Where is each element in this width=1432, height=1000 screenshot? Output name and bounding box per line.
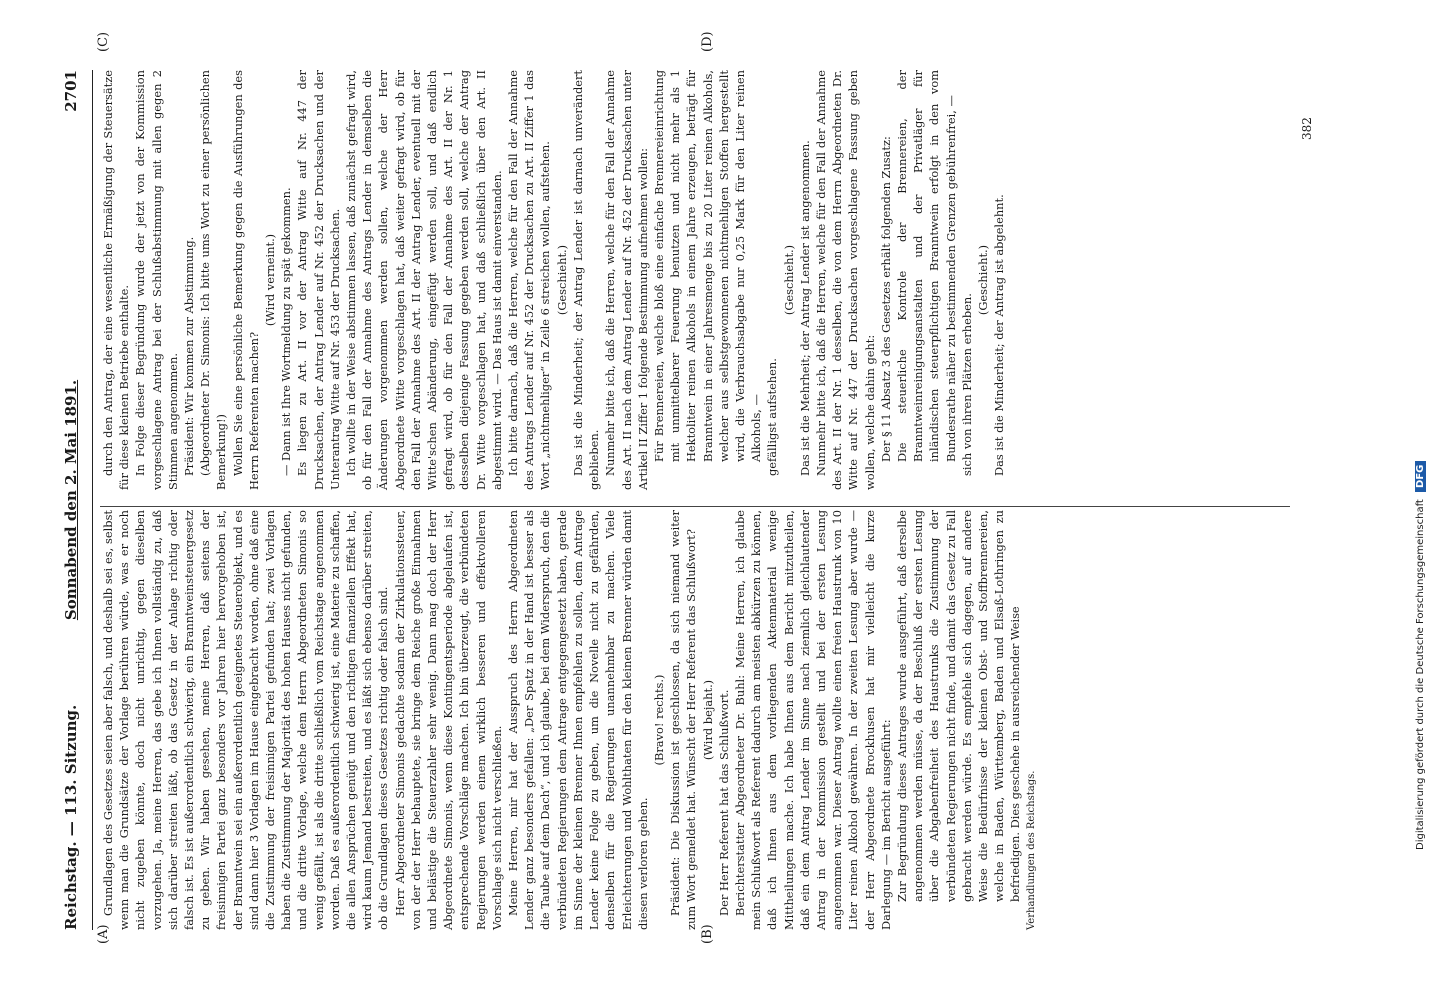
header-date: Sonnabend den 2. Mai 1891. <box>62 379 80 621</box>
paragraph: Verhandlungen des Reichstags. <box>1025 770 1037 930</box>
paragraph: Für Brennereien, welche bloß eine einfache Brennereieinrichtung mit unmittelbarer Feuerung benutzen und nicht mehr als 1 Hektoliter reinen Alkohols in einem Jahre erzeugen, beträgt für Branntwein in einer Jahresmenge bis zu 20 Liter reinen Alkohols, welcher aus selbstgewonnenen nichtmehligen Stoffen hergestellt wird, die Verbrauchsabgabe nur 0,25 Mark für den Liter reinen Alkohols, — <box>651 70 764 462</box>
paragraph: Der § 11 Absatz 3 des Gesetzes erhält folgenden Zusatz: <box>878 136 893 462</box>
paragraph: (Geschieht.) <box>781 244 796 316</box>
footer-text: Digitalisierung gefördert durch die Deutsche Forschungsgemeinschaft <box>1415 499 1426 850</box>
paragraph: Ich bitte darnach, daß die Herren, welche für den Fall der Annahme des Antrags Lender auf Nr. 452 der Drucksachen zu Art. II Ziffer 1 das Wort „nichtmehliger“ in Zeile 6 streichen wollen, aufstehen. <box>506 70 553 490</box>
paragraph: Meine Herren, mir hat der Ausspruch des Herrn Abgeordneten Lender ganz besonders gefallen: „Der Spatz in der Hand ist besser als die Taube auf dem Dach“, und ich glaube, bei dem Widerspruch, den die verbündeten Regierungen dem Antrage entgegengesetzt haben, gerade im Sinne der kleinen Brenner Ihnen empfehlen zu sollen, dem Antrage Lender keine Folge zu geben, um die Novelle nicht zu gefährden, denselben für die Regierungen unannehmbar zu machen. Viele Erleichterungen und Wohlthaten für den kleinen Brenner würden damit diesen verloren gehen. <box>506 510 650 930</box>
paragraph: gefälligst aufstehen. <box>765 358 780 476</box>
page-header <box>62 70 88 930</box>
margin-marker-a: (A) <box>96 924 111 944</box>
paragraph: (Geschieht.) <box>975 244 990 316</box>
digitization-footer <box>1415 461 1426 850</box>
margin-marker-b: (B) <box>700 924 715 944</box>
margin-marker-c: (C) <box>96 31 111 52</box>
paragraph: durch den Antrag, der eine wesentliche Ermäßigung der Steuersätze für diese kleinen Betriebe enthalte. <box>101 70 132 490</box>
paragraph: Das ist die Mehrheit; der Antrag Lender ist angenommen. <box>797 140 812 476</box>
paragraph: (Wird bejaht.) <box>700 679 715 761</box>
paragraph: (Wird verneint.) <box>263 233 278 327</box>
paragraph: Das ist die Minderheit; der Antrag Lender ist darnach unverändert geblieben. <box>570 70 602 490</box>
margin-marker-d: (D) <box>700 31 715 52</box>
sheet-number: 382 <box>1300 117 1314 140</box>
paragraph: Die steuerliche Kontrole der Brennereien, der Branntweinreinigungsanstalten und der Privatläger für inländischen steuerpflichtigen Branntwein erfolgt in den vom Bundesrathe näher zu bestimmenden Grenzen gebührenfrei, — <box>894 70 958 462</box>
paragraph: In Folge dieser Begründung wurde der jetzt von der Kommission vorgeschlagene Antrag bei der Schlußabstimmung mit allen gegen 2 Stimmen angenommen. <box>133 70 180 490</box>
dfg-logo: DFG <box>1415 461 1426 492</box>
paragraph: (Geschieht.) <box>554 244 569 316</box>
paragraph: Präsident: Die Diskussion ist geschlossen, da sich niemand weiter zum Wort gemeldet hat. Wünscht der Herr Referent das Schlußwort? <box>668 510 699 930</box>
paragraph: (Abgeordneter Dr. Simonis: Ich bitte ums Wort zu einer persönlichen Bemerkung!) <box>198 70 229 490</box>
paragraph: Der Herr Referent hat das Schlußwort. <box>716 689 731 916</box>
paragraph: Herr Abgeordneter Simonis gedachte sodann der Zirkulationssteuer, von der der Herr behauptete, sie bringe dem Reiche große Einnahmen und belästige die Steuerzahler sehr wenig. Dann mag doch der Herr Abgeordnete Simonis, wenn diese Kontingentsperiode abgelaufen ist, entsprechende Vorschläge machen. Ich bin überzeugt, die verbündeten Regierungen werden einem wirklich besseren und effektvolleren Vorschlage sich nicht verschließen. <box>392 510 504 930</box>
paragraph: — Dann ist Ihre Wortmeldung zu spät gekommen. <box>279 187 294 476</box>
paragraph: Nunmehr bitte ich, daß die Herren, welche für den Fall der Annahme des Art. II der Nr. 1 desselben, die von dem Herrn Abgeordneten Dr. Witte auf Nr. 447 der Drucksachen vorgeschlagene Fassung geben wollen, welche dahin geht: <box>813 70 877 490</box>
paragraph: Nunmehr bitte ich, daß die Herren, welche für den Fall der Annahme des Art. II nach dem Antrag Lender auf Nr. 452 der Drucksachen unter Artikel II Ziffer 1 folgende Bestimmung aufnehmen wollen: <box>603 70 650 490</box>
header-rule <box>92 70 93 930</box>
paragraph: Ich wollte in der Weise abstimmen lassen, daß zunächst gefragt wird, ob für den Fall der Annahme des Antrags Lender in demselben die Änderungen vorgenommen werden sollen, welche der Herr Abgeordnete Witte vorgeschlagen hat, daß weiter gefragt wird, ob für den Fall der Annahme des Art. II der Antrag Lender, eventuell mit der Witte'schen Abänderung, eingefügt werden soll, und daß endlich gefragt wird, ob für den Fall der Annahme des Art. II der Nr. 1 desselben diejenige Fassung gegeben werden soll, welche der Antrag Dr. Witte vorgeschlagen hat, und daß schließlich über den Art. II abgestimmt wird. — Das Haus ist damit einverstanden. <box>344 70 504 490</box>
header-session: Reichstag. — 113. Sitzung. <box>62 704 80 930</box>
paragraph: Es liegen zu Art. II vor der Antrag Witte auf Nr. 447 der Drucksachen, der Antrag Lender auf Nr. 452 der Drucksachen und der Unterantrag Witte auf Nr. 453 der Drucksachen. <box>295 70 342 490</box>
paragraph: (Bravo! rechts.) <box>651 674 666 766</box>
paragraph: Berichterstatter Abgeordneter Dr. Buhl: Meine Herren, ich glaube mein Schlußwort als Referent dadurch am meisten abkürzen zu können, daß ich Ihnen aus dem vorliegenden Aktenmaterial wenige Mittheilungen mache. Ich habe Ihnen aus dem Bericht mitzutheilen, daß ein dem Antrag Lender im Sinne nach ziemlich gleichlautender Antrag in der Kommission gestellt und bei der ersten Lesung angenommen war. Dieser Antrag wollte einen freien Haustrunk von 10 Liter reinen Alkohol gewähren. In der zweiten Lesung aber wurde — der Herr Abgeordnete Brockhusen hat mir vielleicht die kurze Darlegung — im Bericht ausgeführt: <box>732 510 893 930</box>
paragraph: Wollen Sie eine persönliche Bemerkung gegen die Ausführungen des Herrn Referenten machen? <box>230 70 261 490</box>
paragraph: Das ist die Minderheit; der Antrag ist abgelehnt. <box>992 194 1007 476</box>
right-column <box>100 70 1007 490</box>
header-page-number: 2701 <box>62 70 80 112</box>
paragraph: Zur Begründung dieses Antrages wurde ausgeführt, daß derselbe angenommen werden müsse, da der Beschluß der ersten Lesung über die Abgabenfreiheit des Haustrunks die Zustimmung der verbündeten Regierungen nicht finde, und damit das Gesetz zu Fall gebracht werden würde. Es empfehle sich dagegen, auf andere Weise die Bedürfnisse der kleinen Obst- und Stoffbrennereien, welche in Baden, Württemberg, Baden und Elsaß-Lothringen zu befriedigen. Dies geschehe in ausreichender Weise <box>894 510 1023 902</box>
paragraph: sich von ihren Plätzen erheben. <box>959 293 974 476</box>
paragraph: Präsident: Wir kommen zur Abstimmung. <box>182 236 197 476</box>
paragraph: Grundlagen des Gesetzes seien aber falsch, und deshalb sei es, selbst wenn man die Grundsätze der Vorlage berühren würde, was er noch nicht zugeben könnte, doch nicht unrichtig, gegen dieselben vorzugehen. Ja, meine Herren, das gebe ich Ihnen vollständig zu, daß sich darüber streiten läßt, ob das Gesetz in der Anlage richtig oder falsch ist. Es ist außerordentlich schwierig, ein Branntweinsteuergesetz zu geben. Wir haben gesehen, meine Herren, daß seitens der freisinnigen Partei ganz besonders vor Jahren hier hervorgehoben ist, der Branntwein sei ein außerordentlich geeignetes Steuerobjekt, und es sind dann hier 3 Vorlagen im Hause eingebracht worden, ohne daß eine die Zustimmung der freisinnigen Partei gefunden hat; zwei Vorlagen haben die Zustimmung der Majorität des hohen Hauses nicht gefunden, und die dritte Vorlage, welche dem Herrn Abgeordneten Simonis so wenig gefällt, ist als die dritte schließlich vom Reichstage angenommen worden. Daß es außerordentlich schwierig ist, eine Materie zu schaffen, die allen Ansprüchen genügt und den richtigen finanziellen Effekt hat, wird kaum Jemand bestreiten, und es läßt sich ebenso darüber streiten, ob die Grundlagen dieses Gesetzes richtig oder falsch sind. <box>101 510 391 930</box>
column-divider <box>100 506 1290 507</box>
left-column <box>100 510 1040 930</box>
